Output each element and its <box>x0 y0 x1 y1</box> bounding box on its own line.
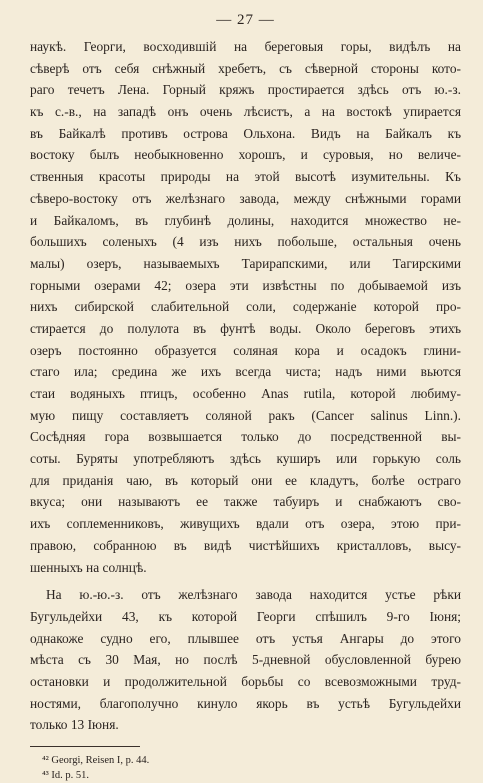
text-line: ственныя красоты природы на этой высотѣ изумительны. Къ <box>30 169 461 185</box>
text-line: однакоже судно его, плывшее отъ устья Ангары до этого <box>30 630 461 646</box>
text-line: и Байкаломъ, въ глубинѣ долины, находится множество не- <box>30 212 461 228</box>
text-line: правою, собранною въ видѣ чистѣйшихъ кристалловъ, высу- <box>30 537 461 553</box>
text-line: въ Байкалѣ противъ острова Ольхона. Видъ на Байкалъ къ <box>30 125 461 141</box>
paragraph-2 <box>30 584 461 736</box>
text-line: Сосѣдняя гора возвышается только до посредственной вы- <box>30 429 461 445</box>
text-line: стирается до полулота въ фунтѣ воды. Около береговъ этихъ <box>30 320 461 336</box>
text-line: горными озерами 42; озера эти извѣстны по добываемой изъ <box>30 277 461 293</box>
text-line: остановки и продолжительной борьбы со всевозможными труд- <box>30 673 461 689</box>
text-line: мѣста съ 30 Мая, но послѣ 5-дневной обусловленной бурею <box>30 652 461 668</box>
text-line: стаго ила; средина же ихъ всегда чиста; надъ ними вьются <box>30 364 461 380</box>
text-line: ностями, благополучно кинуло якорь въ устьѣ Бугульдейхи <box>30 695 461 711</box>
text-line: шенныхъ на солнцѣ. <box>30 559 147 575</box>
text-line: востоку былъ необыкновенно хорошъ, и суровыя, но величе- <box>30 147 461 163</box>
footnote: ⁴² Georgi, Reisen I, p. 44. <box>42 755 150 766</box>
text-line: нихъ сибирской слабительной соли, содержаніе которой про- <box>30 299 461 315</box>
text-line: На ю.-ю.-з. отъ желѣзнаго завода находится устье рѣки <box>46 587 461 603</box>
text-line: къ с.-в., на западѣ онъ очень лѣсистъ, а на востокѣ упирается <box>30 104 461 120</box>
body-text <box>30 36 461 736</box>
page-number: — 27 — <box>216 12 275 28</box>
text-line: раго течетъ Лена. Горный кряжъ простирается здѣсь отъ ю.-з. <box>30 82 461 98</box>
footnotes <box>30 753 461 783</box>
text-line: малы) озеръ, называемыхъ Тарирапскими, или Тагирскими <box>30 255 461 271</box>
footnote: ⁴³ Id. p. 51. <box>42 770 90 781</box>
text-line: большихъ соленыхъ (4 изъ нихъ побольше, остальныя очень <box>30 234 461 250</box>
text-line: Бугульдейхи 43, къ которой Георги спѣшилъ 9-го Іюня; <box>30 608 461 624</box>
paragraph-1 <box>30 36 461 578</box>
text-line: озеръ постоянно образуется соляная кора и осадокъ глини- <box>30 342 461 358</box>
footnote-divider <box>30 746 140 747</box>
text-line: наукѣ. Георги, восходившій на береговыя горы, видѣлъ на <box>30 39 461 54</box>
text-line: вкуса; они называютъ ее также табуиръ и снабжаютъ сво- <box>30 494 461 510</box>
text-line: мую пищу составляетъ соляной ракъ (Cancer salinus Linn.). <box>30 407 461 423</box>
text-line: только 13 Іюня. <box>30 717 119 733</box>
text-line: ихъ соплеменниковъ, живущихъ вдали отъ озера, этою при- <box>30 516 461 532</box>
text-line: для приданія чаю, въ который они ее кладутъ, болѣе остраго <box>30 472 461 488</box>
text-line: стаи водяныхъ птицъ, особенно Anas rutila, которой любиму- <box>30 386 461 401</box>
text-line: сѣверо-востоку отъ желѣзнаго завода, между снѣжными горами <box>30 190 461 206</box>
text-line: соты. Буряты употребляютъ здѣсь куширъ или горькую соль <box>30 451 461 467</box>
text-line: сѣверѣ отъ себя снѣжный хребетъ, съ сѣверной стороны кото- <box>30 60 461 76</box>
